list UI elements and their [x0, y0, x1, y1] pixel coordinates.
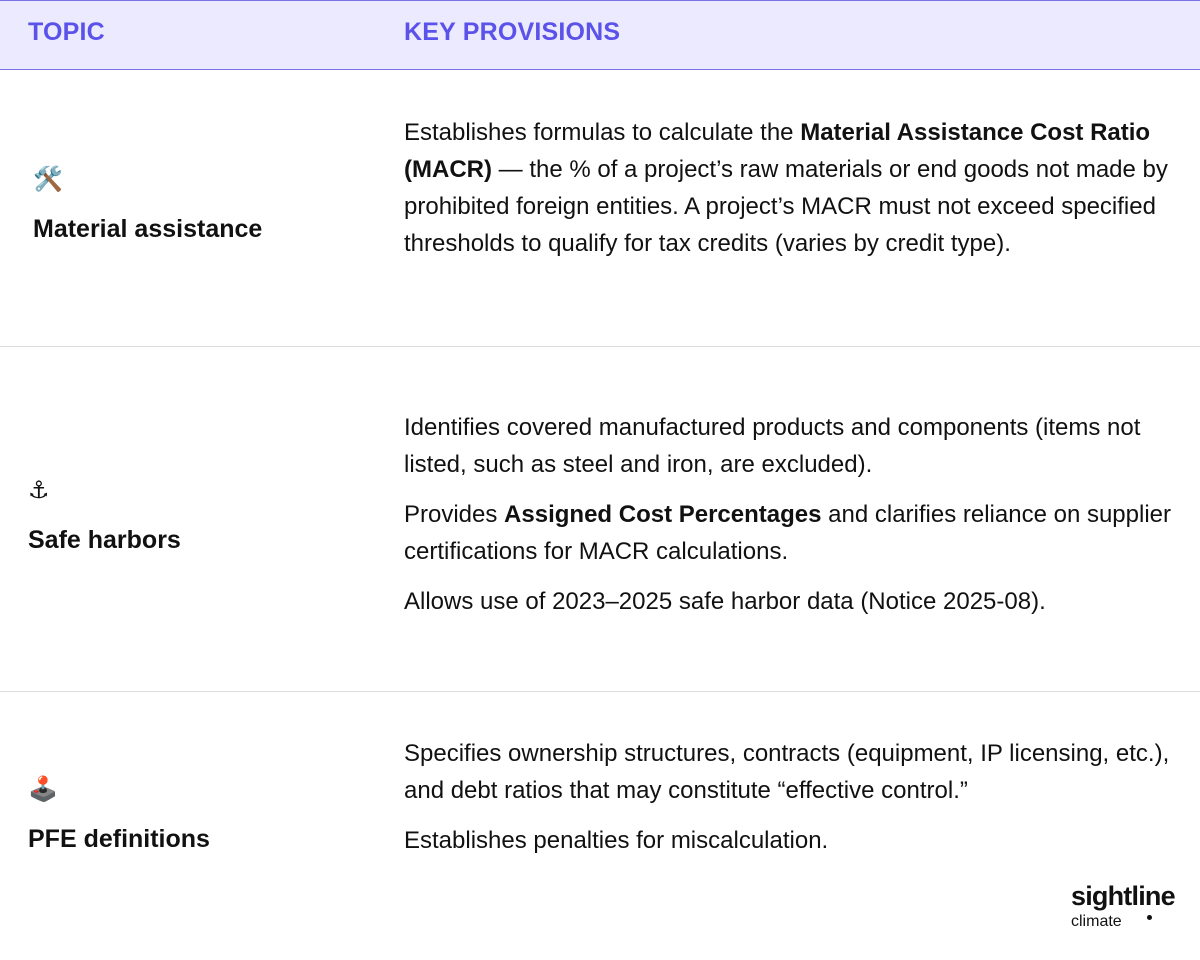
logo-dot: [1147, 915, 1152, 920]
topic-cell: [28, 775, 210, 854]
logo-subtitle: climate: [1071, 913, 1122, 930]
provisions-cell: [404, 409, 1194, 633]
topic-cell: [28, 476, 181, 555]
provision-text: Specifies ownership structures, contracts (equipment, IP licensing, etc.), and debt ratios that may constitute “effective control.”: [404, 740, 1170, 804]
provision-text: Allows use of 2023–2025 safe harbor data (Notice 2025-08).: [404, 588, 1046, 615]
topic-label: Material assistance: [33, 215, 263, 243]
provision-text: — the % of a project’s raw materials or end goods not made by prohibited foreign entities. A project’s MACR must not exceed specified thresholds to qualify for tax credits (varies by credit type).: [404, 156, 1168, 257]
table-row: [0, 71, 1200, 347]
anchor-icon: ⚓: [28, 477, 50, 504]
topic-label: Safe harbors: [28, 526, 181, 554]
topic-cell: [33, 165, 262, 244]
table-row: [0, 347, 1200, 692]
joystick-icon: 🕹️: [28, 776, 58, 803]
provisions-cell: [404, 114, 1194, 275]
logo-wordmark: sightline: [1071, 881, 1175, 911]
column-header-key-provisions: KEY PROVISIONS: [404, 18, 621, 46]
provision-bold-text: Material Assistance Cost Ratio (MACR): [404, 119, 1151, 183]
sightline-climate-logo: [1071, 880, 1186, 936]
provisions-cell: [404, 735, 1194, 872]
hammer-and-wrench-icon: 🛠️: [33, 166, 63, 193]
table-header: [0, 0, 1200, 70]
table-row: [0, 692, 1200, 960]
provision-text: Identifies covered manufactured products and components (items not listed, such as steel and iron, are excluded).: [404, 414, 1141, 478]
provision-text: Establishes formulas to calculate the: [404, 119, 801, 146]
provision-text: and clarifies reliance on supplier certifications for MACR calculations.: [404, 501, 1172, 565]
provision-paragraph: [404, 822, 1194, 859]
provision-bold-text: Assigned Cost Percentages: [504, 501, 822, 528]
provision-text: Establishes penalties for miscalculation.: [404, 827, 829, 854]
provision-paragraph: [404, 735, 1194, 809]
provision-paragraph: [404, 583, 1194, 620]
provision-text: Provides: [404, 501, 505, 528]
topic-label: PFE definitions: [28, 825, 210, 853]
provision-paragraph: [404, 114, 1194, 262]
provision-paragraph: [404, 496, 1194, 570]
column-header-topic: TOPIC: [28, 18, 105, 46]
provision-paragraph: [404, 409, 1194, 483]
